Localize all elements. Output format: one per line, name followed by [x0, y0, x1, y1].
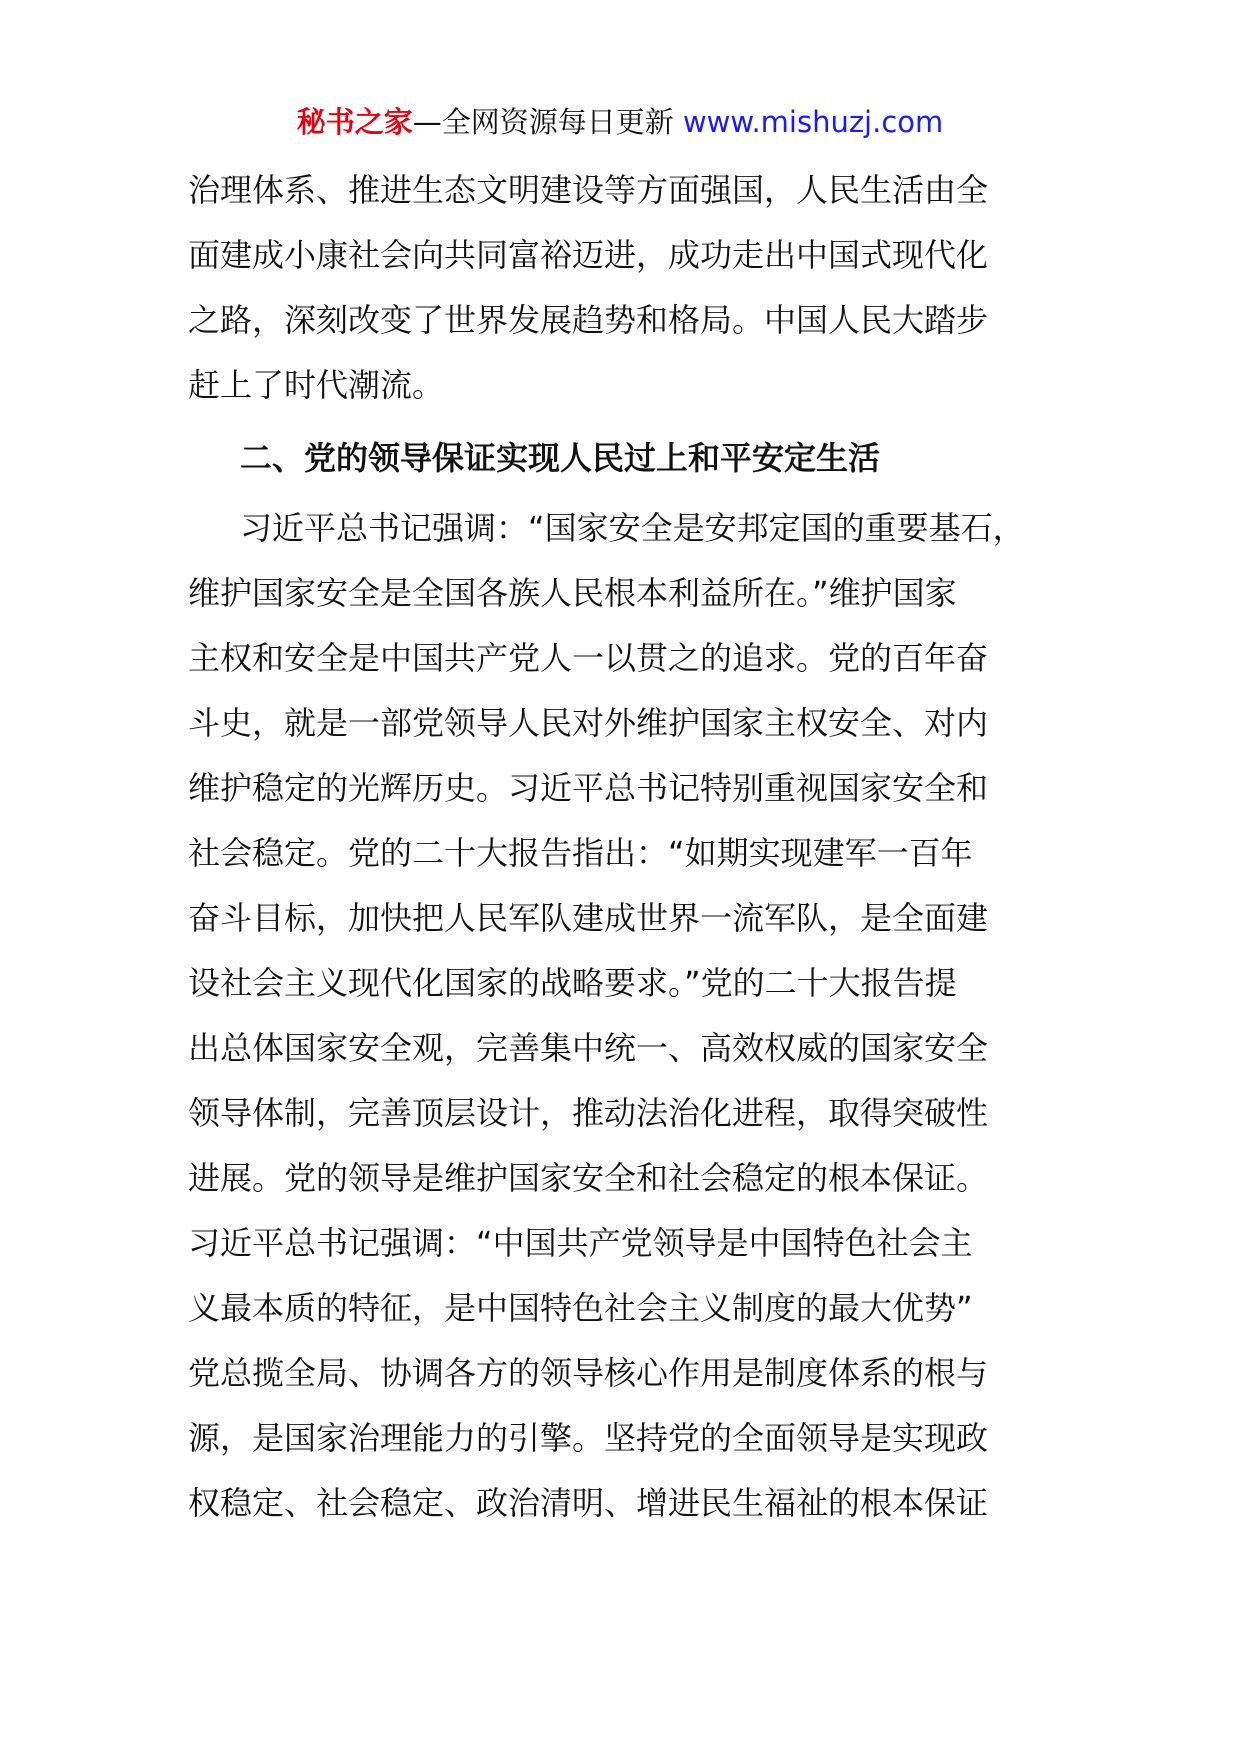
watermark-header	[0, 100, 1240, 144]
paragraph-line: 之路，深刻改变了世界发展趋势和格局。中国人民大踏步	[188, 301, 989, 339]
paragraph-line: 党总揽全局、协调各方的领导核心作用是制度体系的根与	[188, 1354, 989, 1392]
header-url[interactable]: www.mishuzj.com	[682, 105, 944, 139]
paragraph-line: 习近平总书记强调：“国家安全是安邦定国的重要基石，	[240, 509, 1025, 547]
paragraph-line: 面建成小康社会向共同富裕迈进，成功走出中国式现代化	[188, 236, 989, 274]
paragraph-line: 设社会主义现代化国家的战略要求。”党的二十大报告提	[188, 964, 957, 1002]
paragraph-line: 习近平总书记强调：“中国共产党领导是中国特色社会主	[188, 1224, 973, 1262]
paragraph-line: 奋斗目标，加快把人民军队建成世界一流军队，是全面建	[188, 899, 989, 937]
section-heading: 二、党的领导保证实现人民过上和平安定生活	[240, 439, 881, 477]
paragraph-line: 维护国家安全是全国各族人民根本利益所在。”维护国家	[188, 574, 957, 612]
paragraph-line: 进展。党的领导是维护国家安全和社会稳定的根本保证。	[188, 1159, 989, 1197]
paragraph-line: 出总体国家安全观，完善集中统一、高效权威的国家安全	[188, 1029, 989, 1067]
document-body	[188, 158, 1068, 1536]
paragraph-line: 维护稳定的光辉历史。习近平总书记特别重视国家安全和	[188, 769, 989, 807]
brand-name: 秘书之家	[296, 105, 413, 139]
paragraph-line: 主权和安全是中国共产党人一以贯之的追求。党的百年奋	[188, 639, 989, 677]
paragraph-line: 源，是国家治理能力的引擎。坚持党的全面领导是实现政	[188, 1419, 989, 1457]
header-tagline: —全网资源每日更新	[412, 105, 683, 139]
paragraph-line: 领导体制，完善顶层设计，推动法治化进程，取得突破性	[188, 1094, 989, 1132]
paragraph-line: 义最本质的特征，是中国特色社会主义制度的最大优势”	[188, 1289, 973, 1327]
paragraph-line: 社会稳定。党的二十大报告指出：“如期实现建军一百年	[188, 834, 973, 872]
paragraph-line: 治理体系、推进生态文明建设等方面强国，人民生活由全	[188, 171, 989, 209]
paragraph-line: 赶上了时代潮流。	[188, 366, 445, 404]
paragraph-line: 权稳定、社会稳定、政治清明、增进民生福祉的根本保证	[188, 1484, 989, 1522]
paragraph-line: 斗史，就是一部党领导人民对外维护国家主权安全、对内	[188, 704, 989, 742]
